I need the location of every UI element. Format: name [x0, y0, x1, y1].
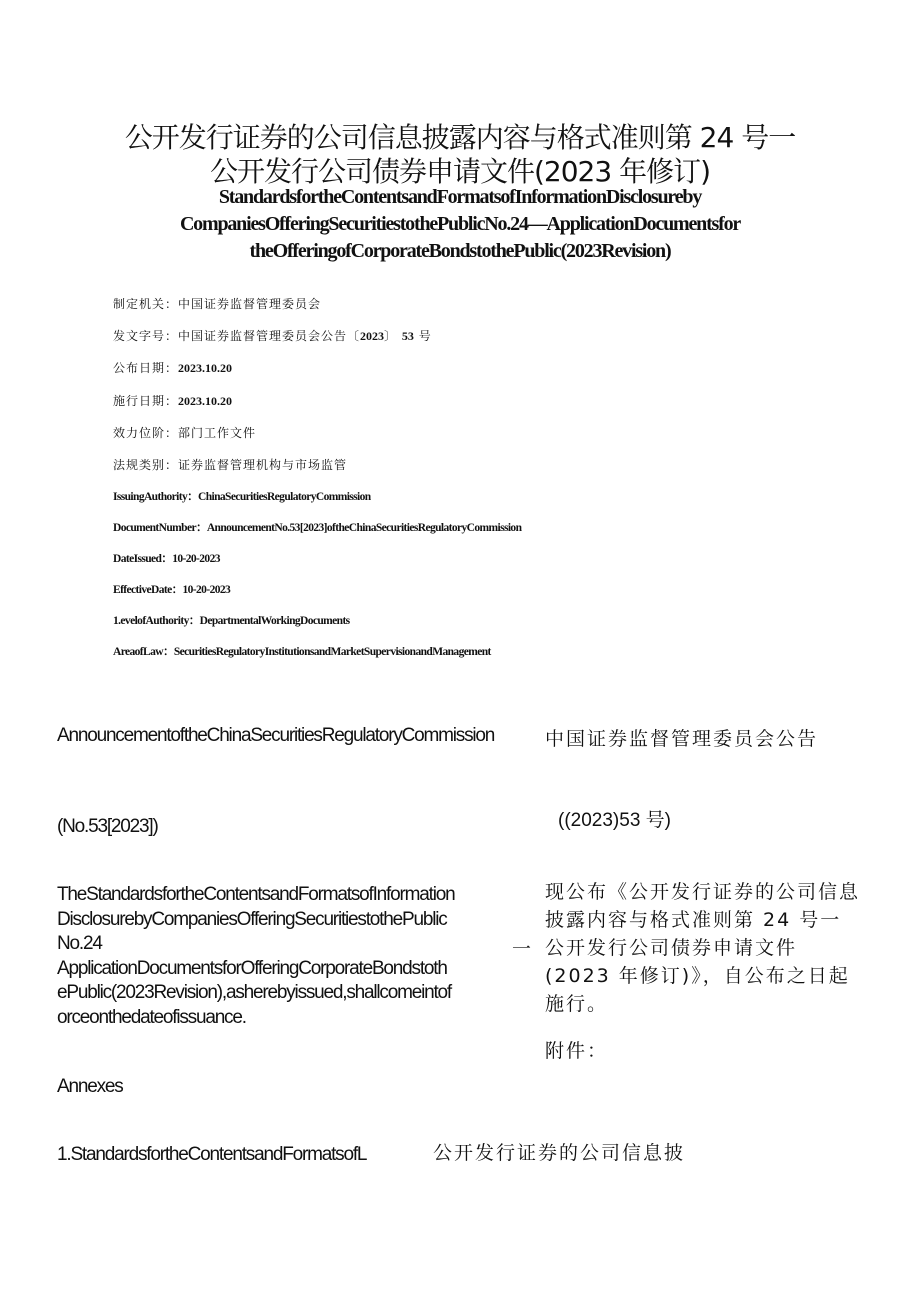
meta-effective-en: EffectiveDate：10-20-2023 — [113, 584, 231, 596]
meta-effective-cn: 施行日期：2023.10.20 — [113, 394, 233, 408]
annex-item-1-cn: 公开发行证券的公司信息披 — [433, 1142, 686, 1164]
title-cn-line1: 公开发行证券的公司信息披露内容与格式准则第 24 号一 — [124, 121, 796, 154]
meta-category-cn: 法规类别：证券监督管理机构与市场监管 — [113, 458, 348, 472]
announcement-paragraph-cn: 现公布《公开发行证券的公司信息披露内容与格式准则第 24 号一公开发行公司债券申请文件(2023 年修订)》，自公布之日起施行。 — [545, 881, 861, 1015]
annexes-heading-cn: 附件： — [545, 1040, 609, 1062]
title-en-line3: theOfferingofCorporateBondstothePublic(2023Revision) — [249, 240, 671, 262]
announcement-paragraph-en: TheStandardsfortheContentsandFormatsofInformation DisclosurebyCompaniesOfferingSecuritiestothePublic No.24 ApplicationDocumentsforOfferingCorporateBondstoth ePublic(2023Revision),asherebyissued,shallcomeintof orceonthedateofissuance. — [57, 884, 455, 1028]
annex-item-1-en: 1.StandardsfortheContentsandFormatsofL — [57, 1144, 367, 1165]
title-cn-line2: 公开发行公司债券申请文件(2023 年修订) — [209, 155, 710, 188]
meta-authority-cn: 制定机关：中国证券监督管理委员会 — [113, 297, 322, 311]
announcement-heading-cn: 中国证券监督管理委员会公告 — [545, 728, 819, 750]
title-en-line2: CompaniesOfferingSecuritiestothePublicNo.24—ApplicationDocumentsfor — [179, 213, 741, 235]
meta-issued-en: DateIssued：10-20-2023 — [113, 553, 220, 565]
annexes-heading-en: Annexes — [57, 1076, 123, 1097]
title-en-line1: StandardsfortheContentsandFormatsofInformationDisclosureby — [218, 186, 702, 208]
meta-issued-cn: 公布日期：2023.10.20 — [113, 361, 233, 375]
meta-level-cn: 效力位阶：部门工作文件 — [113, 426, 257, 440]
announcement-number-en: (No.53[2023]) — [57, 816, 158, 837]
meta-doc-number-cn: 发文字号：中国证券监督管理委员会公告〔2023〕 53 号 — [113, 329, 432, 343]
meta-doc-number-en: DocumentNumber：AnnouncementNo.53[2023]oftheChinaSecuritiesRegulatoryCommission — [113, 522, 522, 534]
paragraph-dash: 一 — [512, 938, 530, 960]
announcement-heading-en: AnnouncementoftheChinaSecuritiesRegulatoryCommission — [57, 725, 495, 746]
meta-level-en: 1.evelofAuthority：DepartmentalWorkingDocuments — [113, 615, 350, 627]
meta-authority-en: IssuingAuthority：ChinaSecuritiesRegulatoryCommission — [113, 491, 371, 503]
announcement-number-cn: ((2023)53 号) — [558, 810, 671, 831]
meta-area-en: AreaofLaw：SecuritiesRegulatoryInstitutionsandMarketSupervisionandManagement — [113, 646, 491, 658]
